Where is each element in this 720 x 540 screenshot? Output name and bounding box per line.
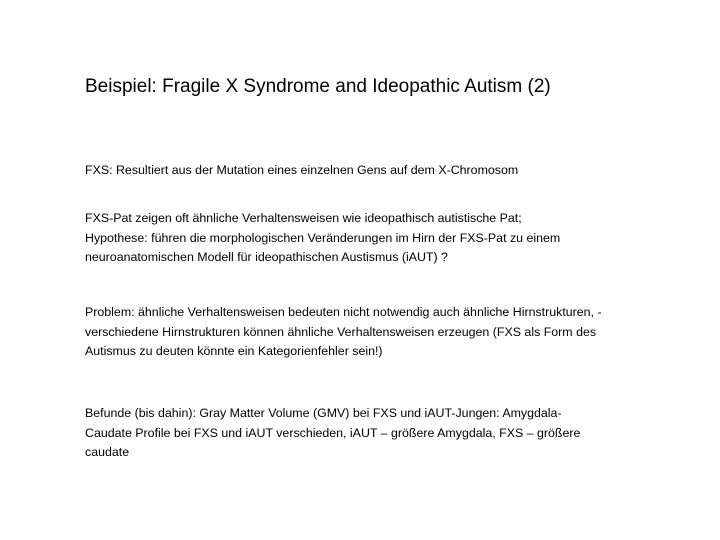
paragraph-findings <box>85 404 715 463</box>
text-line: verschiedene Hirnstrukturen können ähnliche Verhaltensweisen erzeugen (FXS als Form des <box>85 324 597 339</box>
text-line: caudate <box>85 445 130 459</box>
text-line: Befunde (bis dahin): Gray Matter Volume (GMV) bei FXS und iAUT-Jungen: Amygdala- <box>85 406 562 420</box>
paragraph-fxs-definition <box>85 161 715 181</box>
paragraph-problem <box>85 303 715 362</box>
text-line: neuroanatomischen Modell für ideopathischen Austismus (iAUT) ? <box>85 250 448 264</box>
text-line: Hypothese: führen die morphologischen Veränderungen im Hirn der FXS-Pat zu einem <box>85 230 561 245</box>
text-line: Caudate Profile bei FXS und iAUT verschieden, iAUT – größere Amygdala, FXS – größere <box>85 425 581 440</box>
paragraph-hypothesis <box>85 209 715 268</box>
slide-title: Beispiel: Fragile X Syndrome and Ideopathic Autism (2) <box>85 76 551 97</box>
text-line: FXS-Pat zeigen oft ähnliche Verhaltensweisen wie ideopathisch autistische Pat; <box>85 211 522 225</box>
text-line: FXS: Resultiert aus der Mutation eines einzelnen Gens auf dem X-Chromosom <box>85 163 519 177</box>
text-line: Problem: ähnliche Verhaltensweisen bedeuten nicht notwendig auch ähnliche Hirnstrukturen, - <box>85 305 602 319</box>
text-line: Autismus zu deuten könnte ein Kategorienfehler sein!) <box>85 344 383 358</box>
